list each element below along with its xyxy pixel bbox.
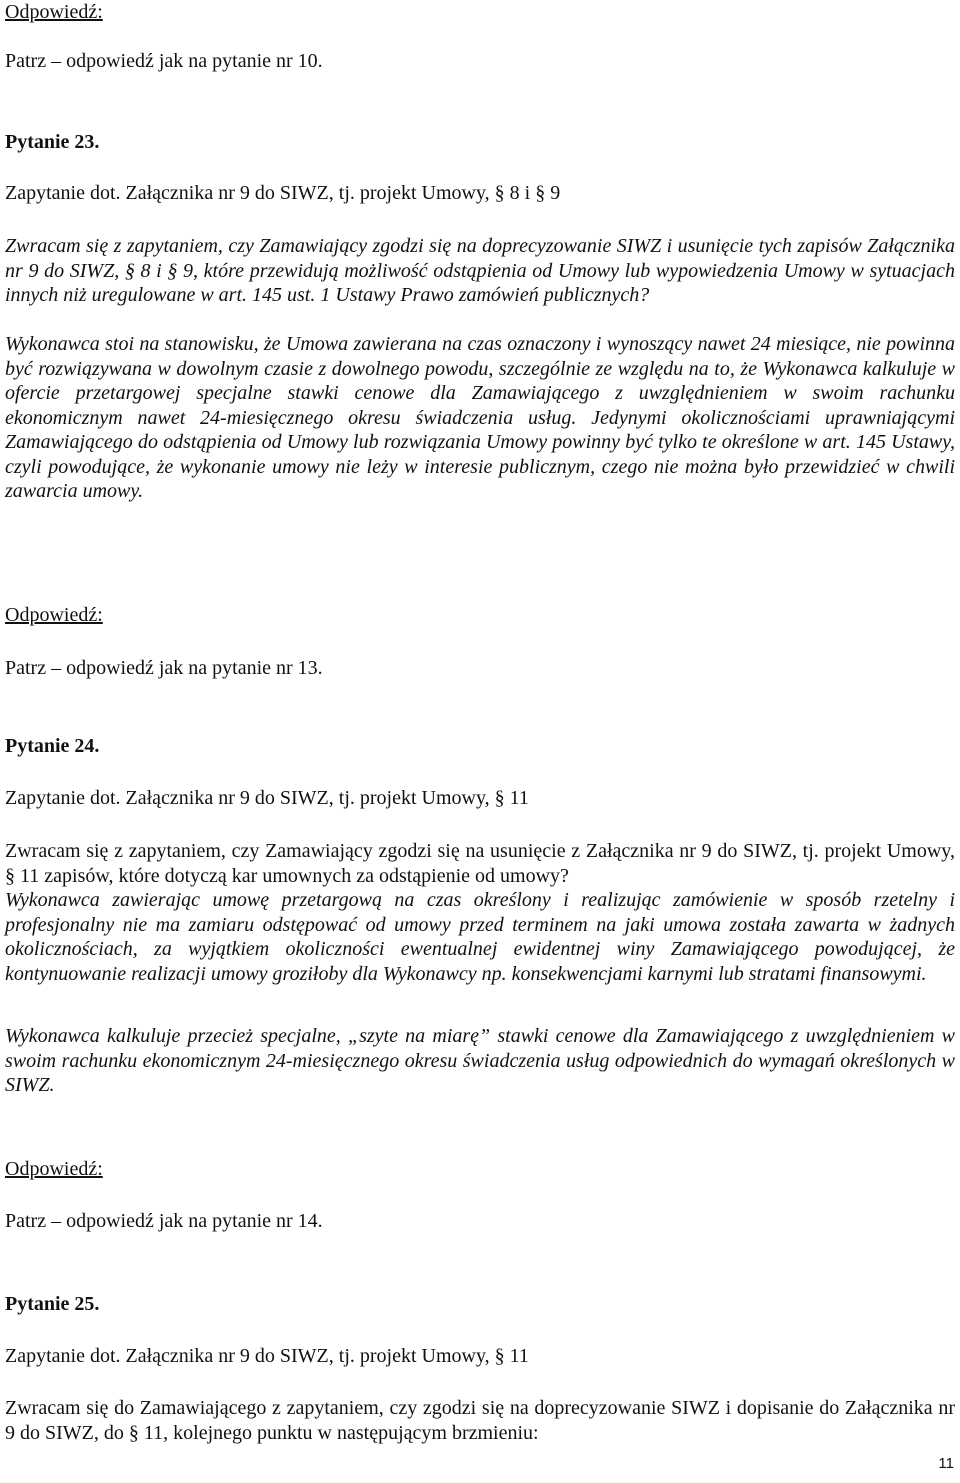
answer-label: Odpowiedź: — [5, 1, 103, 23]
question-justification: Wykonawca zawierając umowę przetargową na czas określony i realizując zamówienie w sposób rzetelny i profesjonalny nie ma zamiaru odstępować od umowy przed terminem na jaki umowa została zawarta w żadnych okolicznościach, za wyjątkiem okoliczności ewentualnej ewidentnej winy Zamawiającego powodującej, że kontynuowanie realizacji umowy groziłoby dla Wykonawcy np. konsekwencjami karnymi lub stratami finansowymi. — [5, 889, 955, 985]
question-topic: Zapytanie dot. Załącznika nr 9 do SIWZ, tj. projekt Umowy, § 11 — [5, 1345, 529, 1367]
question-text: Zwracam się do Zamawiającego z zapytaniem, czy zgodzi się na doprecyzowanie SIWZ i dopisanie do Załącznika nr 9 do SIWZ, do § 11, kolejnego punktu w następującym brzmieniu: — [5, 1397, 955, 1444]
question-text: Zwracam się z zapytaniem, czy Zamawiający zgodzi się na usunięcie z Załącznika nr 9 do SIWZ, tj. projekt Umowy, § 11 zapisów, które dotyczą kar umownych za odstąpienie od umowy? — [5, 840, 955, 887]
question-justification: Wykonawca stoi na stanowisku, że Umowa zawierana na czas oznaczony i wynoszący nawet 24 miesiące, nie powinna być rozwiązywana w dowolnym czasie z dowolnego powodu, szczególnie ze względu na to, że Wykonawca kalkuluje w ofercie przetargowej specjalne stawki cenowe dla Zamawiającego z uwzględnieniem w swoim rachunku ekonomicznym nawet 24-miesięcznego okresu świadczenia usług. Jedynymi okolicznościami uprawniającymi Zamawiającego do odstąpienia od Umowy lub rozwiązania Umowy powinny być tylko te określone w art. 145 Ustawy, czyli powodujące, że wykonanie umowy nie leży w interesie publicznym, czego nie można było przewidzieć w chwili zawarcia umowy. — [5, 333, 955, 502]
question-topic: Zapytanie dot. Załącznika nr 9 do SIWZ, tj. projekt Umowy, § 11 — [5, 787, 529, 809]
question-justification: Wykonawca kalkuluje przecież specjalne, „szyte na miarę” stawki cenowe dla Zamawiającego z uwzględnieniem w swoim rachunku ekonomicznym 24-miesięcznego okresu świadczenia usług odpowiednich do wymagań określonych w SIWZ. — [5, 1025, 955, 1096]
question-heading: Pytanie 24. — [5, 735, 100, 757]
question-heading: Pytanie 23. — [5, 131, 100, 153]
answer-text: Patrz – odpowiedź jak na pytanie nr 13. — [5, 657, 323, 679]
question-heading: Pytanie 25. — [5, 1293, 100, 1315]
page-number: 11 — [938, 1455, 954, 1472]
question-topic: Zapytanie dot. Załącznika nr 9 do SIWZ, tj. projekt Umowy, § 8 i § 9 — [5, 182, 561, 204]
answer-label: Odpowiedź: — [5, 1158, 103, 1180]
question-text: Zwracam się z zapytaniem, czy Zamawiający zgodzi się na doprecyzowanie SIWZ i usunięcie tych zapisów Załącznika nr 9 do SIWZ, § 8 i § 9, które przewidują możliwość odstąpienia od Umowy lub wypowiedzenia Umowy w sytuacjach innych niż uregulowane w art. 145 ust. 1 Ustawy Prawo zamówień publicznych? — [5, 235, 955, 306]
answer-text: Patrz – odpowiedź jak na pytanie nr 10. — [5, 50, 323, 72]
answer-text: Patrz – odpowiedź jak na pytanie nr 14. — [5, 1210, 323, 1232]
answer-label: Odpowiedź: — [5, 604, 103, 626]
